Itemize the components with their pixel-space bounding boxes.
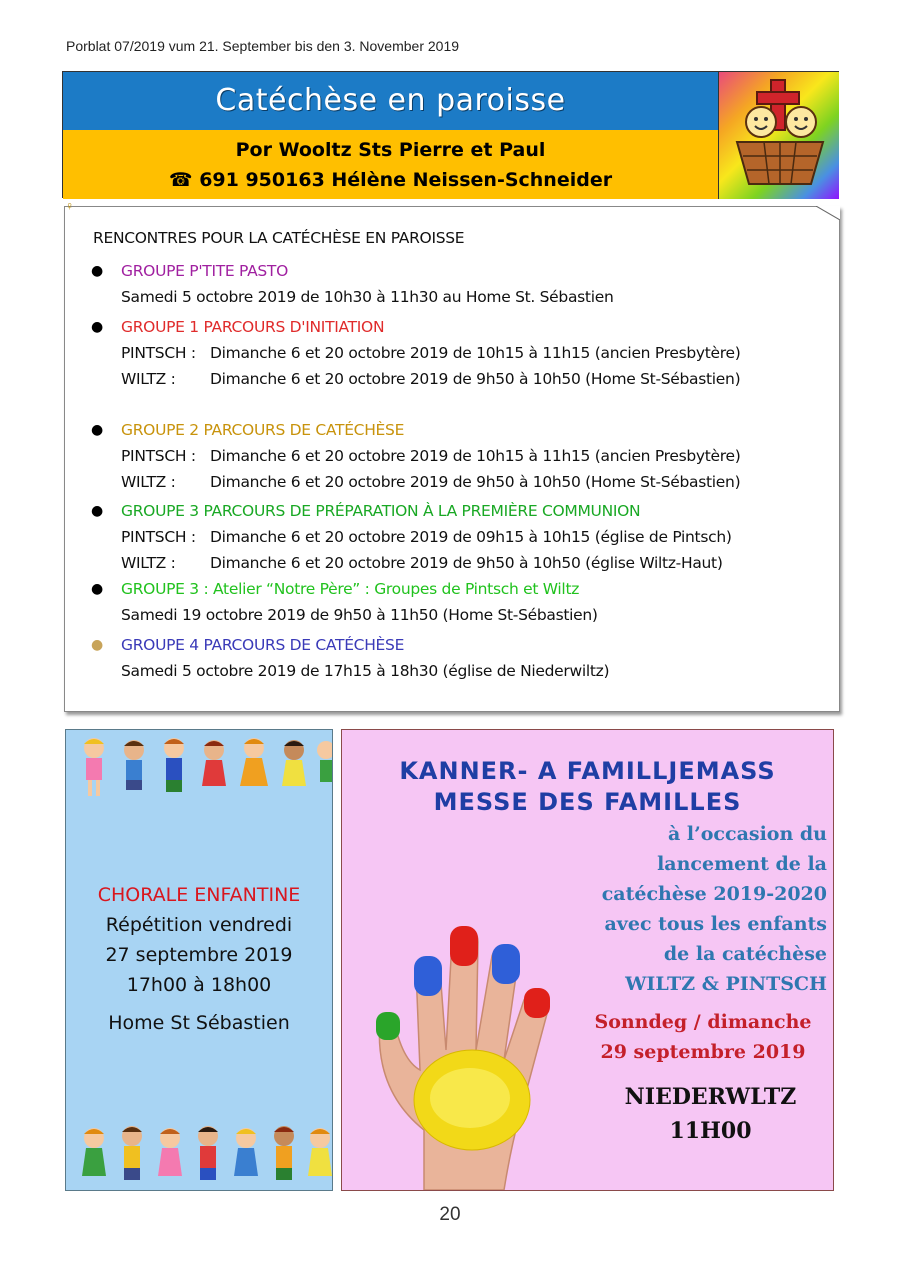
location-label: PINTSCH : [121,344,196,362]
bullet-icon: ● [91,263,103,279]
choir-panel [65,729,333,1191]
choir-line: 17h00 à 18h00 [126,974,272,996]
mass-time: 11H00 [669,1118,752,1144]
bullet-icon: ● [91,503,103,519]
group-line [121,550,723,576]
location-label: PINTSCH : [121,528,196,546]
group-line: Samedi 19 octobre 2019 de 9h50 à 11h50 (Home St-Sébastien) [121,606,598,624]
choir-location: Home St Sébastien [108,1012,290,1034]
mass-location: NIEDERWLTZ [624,1084,797,1110]
group-title: GROUPE 3 PARCOURS DE PRÉPARATION À LA PREMIÈRE COMMUNION [121,502,641,520]
group-line: Samedi 5 octobre 2019 de 10h30 à 11h30 au Home St. Sébastien [121,288,614,306]
mass-place [568,1080,834,1148]
children-holding-hands-icon [74,1122,333,1191]
mass-date [568,1007,834,1067]
group-title: GROUPE 2 PARCOURS DE CATÉCHÈSE [121,421,405,439]
choir-line: 27 septembre 2019 [105,944,293,966]
schedule-text: Dimanche 6 et 20 octobre 2019 de 10h15 à 11h15 (ancien Presbytère) [210,447,741,465]
mass-title-fr: MESSE DES FAMILLES [433,788,742,816]
schedule-text: Dimanche 6 et 20 octobre 2019 de 9h50 à 10h50 (Home St-Sébastien) [210,370,741,388]
schedule-text: Dimanche 6 et 20 octobre 2019 de 9h50 à 10h50 (Home St-Sébastien) [210,473,741,491]
group-title: GROUPE P'TITE PASTO [121,262,288,280]
parish-name: Por Wooltz Sts Pierre et Paul [235,139,546,161]
occasion-line: lancement de la [657,853,827,875]
painted-hand-icon [354,900,574,1190]
bullet-icon: ● [91,581,103,597]
bullet-icon: ● [91,422,103,438]
bullet-icon: ● [91,319,103,335]
schedule-text: Dimanche 6 et 20 octobre 2019 de 9h50 à 10h50 (église Wiltz-Haut) [210,554,723,572]
group-title: GROUPE 4 PARCOURS DE CATÉCHÈSE [121,636,405,654]
mass-title [342,756,833,818]
location-label: WILTZ : [121,554,176,572]
occasion-line: à l’occasion du [668,823,827,845]
group-line: Samedi 5 octobre 2019 de 17h15 à 18h30 (église de Niederwiltz) [121,662,610,680]
occasion-line: catéchèse 2019-2020 [601,883,827,905]
schedule-text: Dimanche 6 et 20 octobre 2019 de 09h15 à 10h15 (église de Pintsch) [210,528,732,546]
group-line [121,443,741,469]
occasion-line: WILTZ & PINTSCH [625,973,827,995]
mass-title-lux: KANNER- A FAMILLJEMASS [399,757,776,785]
choir-line: Répétition vendredi [105,914,293,936]
mass-date-line: 29 septembre 2019 [600,1041,806,1063]
group-line [121,524,732,550]
group-line [121,469,740,495]
group-line [121,340,741,366]
choir-title: CHORALE ENFANTINE [97,884,301,906]
occasion-line: avec tous les enfants [604,913,827,935]
bullet-icon: ● [91,637,103,653]
section-banner [62,71,839,198]
group-title: GROUPE 3 : Atelier “Notre Père” : Groupes de Pintsch et Wiltz [121,580,580,598]
section-title: Catéchèse en paroisse [63,72,718,130]
rencontres-heading: RENCONTRES POUR LA CATÉCHÈSE EN PAROISSE [93,229,465,247]
mass-date-line: Sonndeg / dimanche [594,1011,812,1033]
cross-with-children-in-boat-icon [718,72,839,199]
group-line [121,366,740,392]
running-head: Porblat 07/2019 vum 21. September bis den 3. November 2019 [66,38,460,54]
contact-line [63,165,718,195]
group-title: GROUPE 1 PARCOURS D'INITIATION [121,318,385,336]
mass-occasion [602,819,827,999]
location-label: WILTZ : [121,473,176,491]
pin-icon: ♀ [65,199,74,213]
phone-icon: ☎ [168,169,193,191]
contact-text: 691 950163 Hélène Neissen-Schneider [199,169,613,191]
family-mass-panel [341,729,834,1191]
page-curl-icon [816,206,840,220]
occasion-line: de la catéchèse [663,943,827,965]
schedule-text: Dimanche 6 et 20 octobre 2019 de 10h15 à 11h15 (ancien Presbytère) [210,344,741,362]
location-label: PINTSCH : [121,447,196,465]
choir-announcement [66,880,332,1038]
children-holding-hands-icon [74,734,333,804]
contact-block [63,130,718,199]
location-label: WILTZ : [121,370,176,388]
page-number: 20 [439,1204,461,1225]
rencontres-note [64,199,840,712]
